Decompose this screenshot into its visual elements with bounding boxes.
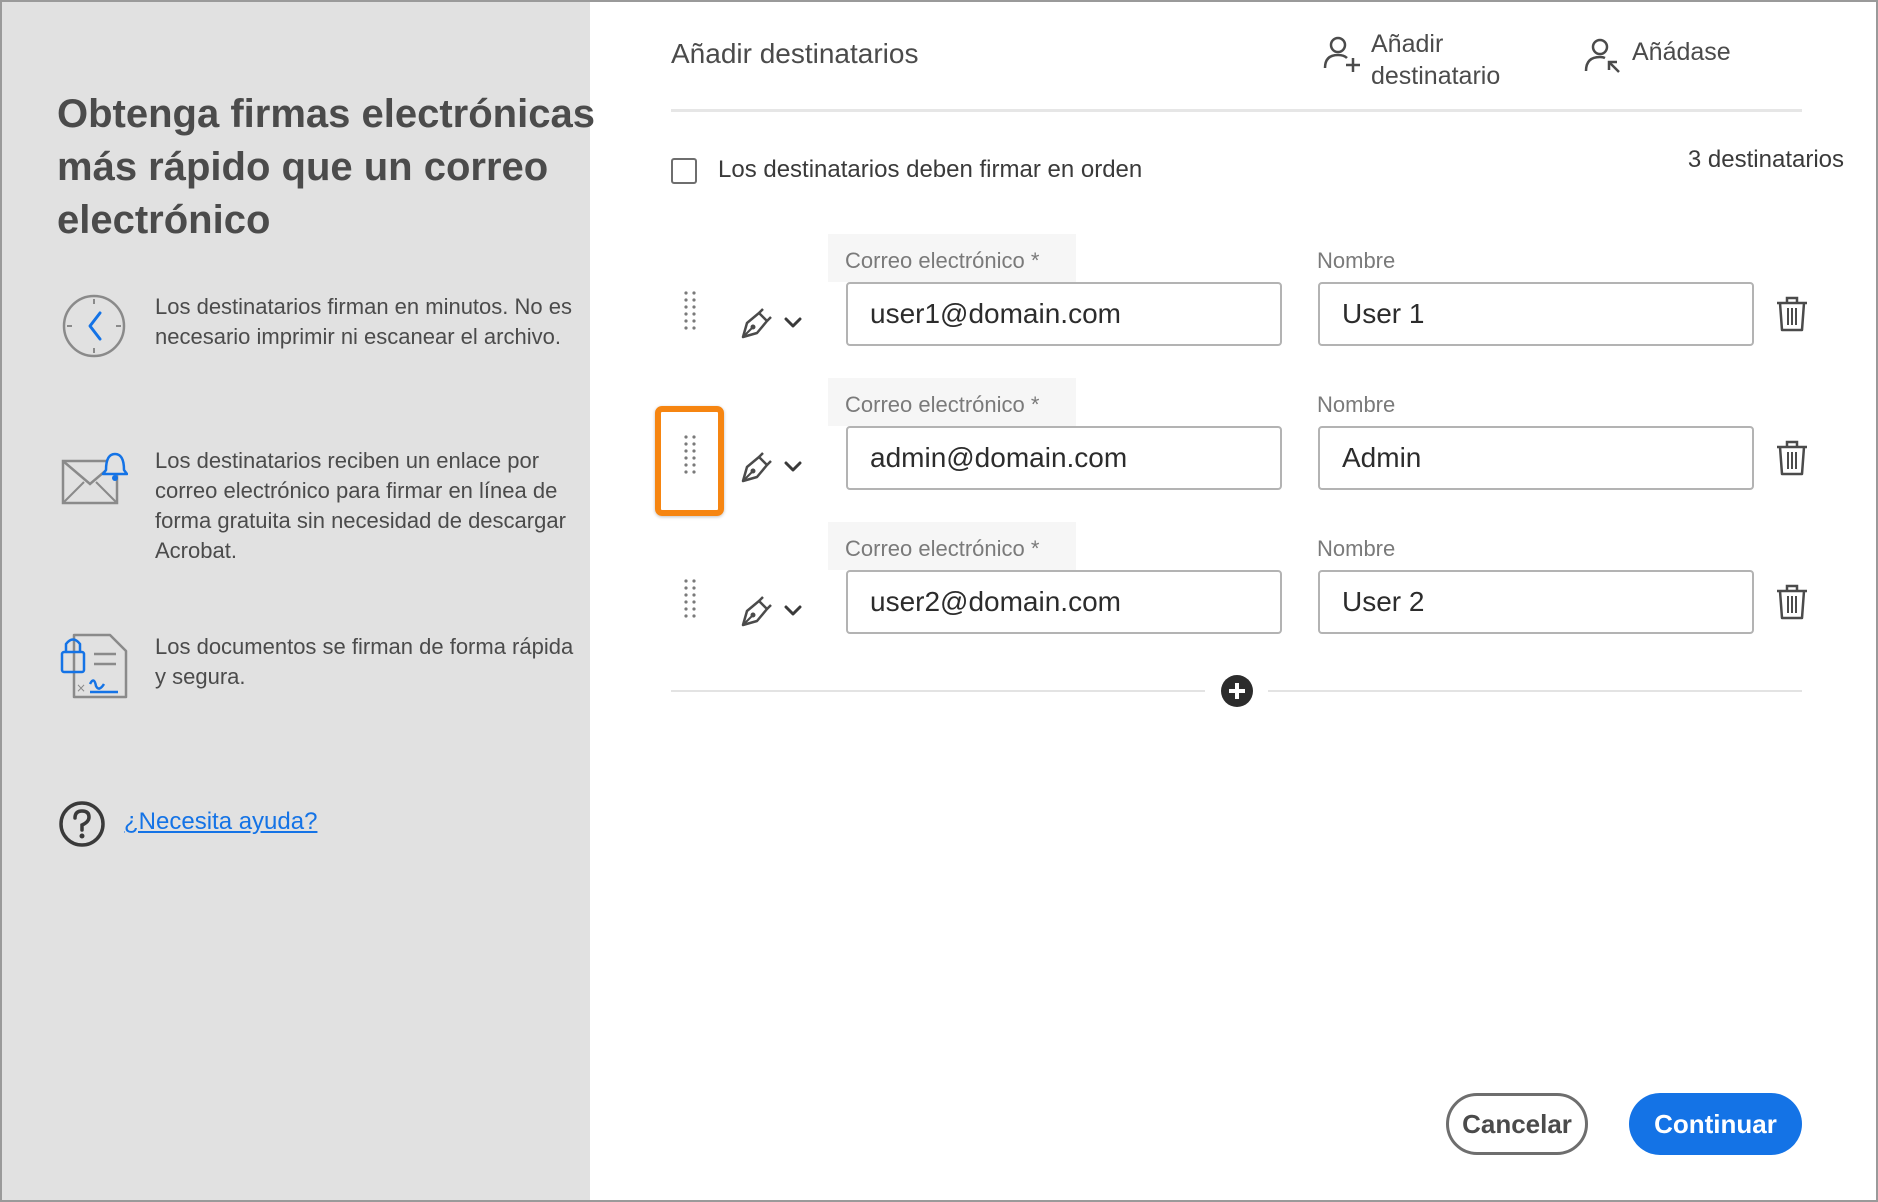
trash-icon[interactable] [1776,440,1808,476]
user-arrow-icon [1583,36,1623,76]
email-label: Correo electrónico * [845,536,1040,561]
email-field[interactable]: admin@domain.com [846,426,1282,490]
recipient-count: 3 destinatarios [1687,146,1844,173]
add-divider-left [671,690,1205,692]
secure-document-icon [60,632,128,700]
chevron-down-icon[interactable] [784,604,802,618]
clock-icon [60,292,128,360]
add-recipient-button[interactable] [1322,28,1522,92]
drag-handle-icon[interactable] [680,578,700,622]
name-field[interactable]: User 1 [1318,282,1754,346]
mail-bell-icon [60,446,128,514]
email-label: Correo electrónico * [845,392,1040,417]
help-link[interactable]: ¿Necesita ayuda? [124,808,318,835]
trash-icon[interactable] [1776,584,1808,620]
chevron-down-icon[interactable] [784,460,802,474]
cancel-button[interactable]: Cancelar [1446,1093,1588,1155]
question-circle-icon [58,800,106,848]
name-label: Nombre [1317,536,1396,561]
feature-text: Los documentos se firman de forma rápida y segura. [155,634,574,689]
pen-icon[interactable] [740,450,774,484]
drag-handle-icon[interactable] [680,290,700,334]
name-label: Nombre [1317,248,1396,273]
drag-handle-highlight [655,406,724,516]
email-label: Correo electrónico * [845,248,1040,273]
continue-button[interactable]: Continuar [1629,1093,1802,1155]
add-yourself-label: Añádase [1632,38,1731,66]
email-field[interactable]: user2@domain.com [846,570,1282,634]
trash-icon[interactable] [1776,296,1808,332]
svg-text:×: × [76,681,87,695]
info-panel [2,2,595,1200]
dialog-title: Añadir destinatarios [671,38,919,69]
sign-in-order-label: Los destinatarios deben firmar en orden [718,156,1143,183]
add-yourself-button[interactable] [1583,36,1743,76]
header-divider [671,109,1802,112]
recipient-row [660,522,1820,662]
feature-text: Los destinatarios firman en minutos. No es necesario imprimir ni escanear el archivo. [155,294,572,349]
add-user-icon [1322,34,1362,74]
add-row-icon[interactable] [1221,675,1253,707]
pen-icon[interactable] [740,594,774,628]
feature-text: Los destinatarios reciben un enlace por correo electrónico para firmar en línea de forma gratuita sin necesidad de descargar Acrobat. [155,448,566,563]
name-label: Nombre [1317,392,1396,417]
chevron-down-icon[interactable] [784,316,802,330]
email-field[interactable]: user1@domain.com [846,282,1282,346]
recipient-row [660,378,1820,518]
pen-icon[interactable] [740,306,774,340]
add-recipient-label: Añadir destinatario [1371,30,1501,90]
sign-in-order-checkbox[interactable] [671,158,697,184]
name-field[interactable]: Admin [1318,426,1754,490]
recipient-row [660,234,1820,374]
add-divider-right [1268,690,1802,692]
name-field[interactable]: User 2 [1318,570,1754,634]
info-title: Obtenga firmas electrónicas más rápido que un correo electrónico [57,92,595,242]
